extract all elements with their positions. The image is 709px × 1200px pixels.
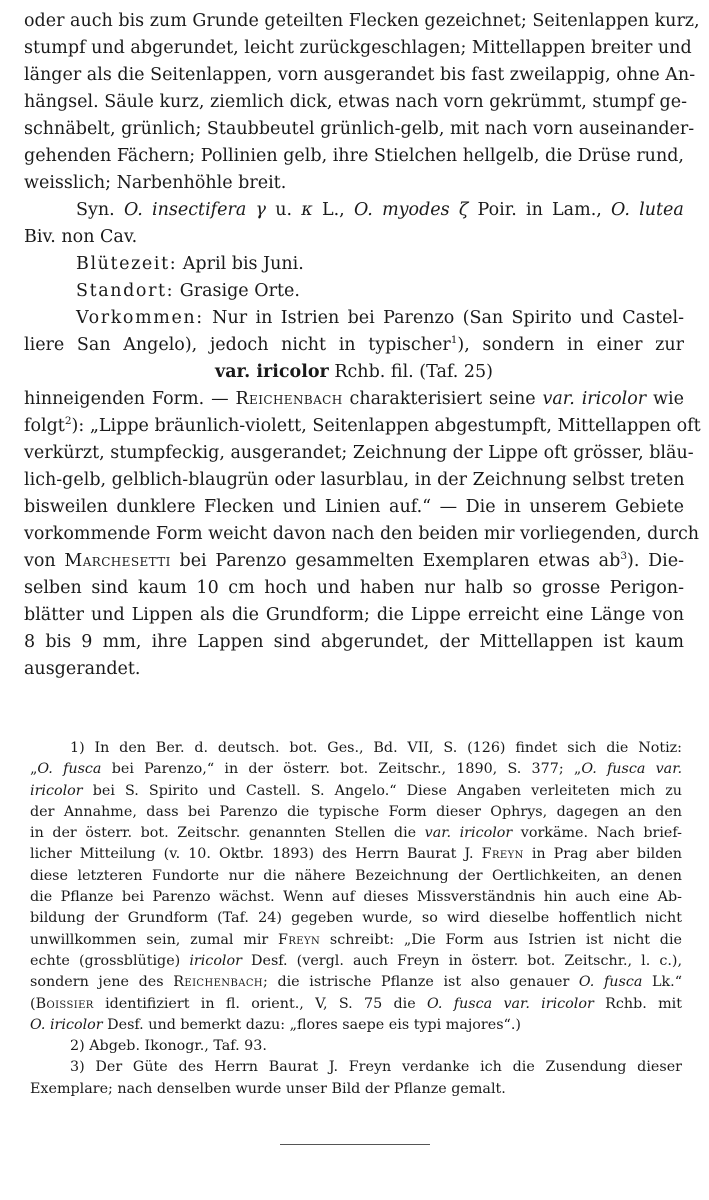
- text-run: bei S. Spirito und Castell. S. Angelo.“ Diese Angaben verleiteten mich zu: [92, 782, 682, 799]
- footnote-line: 2) Abgeb. Ikonogr., Taf. 93.: [70, 1038, 267, 1055]
- footnote-line: [30, 844, 682, 865]
- standort-line: [24, 278, 684, 305]
- text-run: ; die istrische Pflanze ist also genauer: [263, 974, 570, 991]
- footnote-ref: 2: [64, 415, 72, 427]
- text-run: liere San Angelo), jedoch nicht in typischer: [24, 335, 451, 355]
- text-run: vorkäme. Nach brief-: [520, 825, 682, 842]
- footnote-line: der Annahme, dass bei Parenzo die typische Form dieser Ophrys, dagegen an den: [30, 803, 682, 820]
- text-line: [24, 548, 684, 575]
- footnote-line: [30, 994, 682, 1015]
- footnote-ref: 1: [450, 334, 458, 346]
- taxon-name: O. fusca: [37, 761, 102, 778]
- text-run: identifiziert in fl. orient., V, S. 75 die: [105, 995, 416, 1012]
- footnote-line: [30, 1015, 682, 1036]
- text-run: Desf. und bemerkt dazu: „flores saepe eis typi majores“.): [107, 1016, 521, 1033]
- text-run: sondern jene des: [30, 974, 164, 991]
- text-run: Poir. in Lam.,: [477, 200, 602, 220]
- taxon-name: lutea: [639, 200, 684, 220]
- variety-author: Rchb. fil. (Taf. 25): [334, 362, 493, 382]
- footnote-line: [30, 972, 682, 993]
- footnote-line: [30, 951, 682, 972]
- text-line: [24, 332, 684, 359]
- text-run: ). Die-: [627, 551, 684, 571]
- footnote-line: [30, 823, 682, 844]
- taxon-name: O. fusca: [578, 974, 643, 991]
- author-name: Reichenbach: [173, 974, 263, 991]
- text-run: ), sondern in einer zur: [457, 335, 684, 355]
- text-run: folgt: [24, 416, 65, 436]
- taxon-name: iricolor: [30, 782, 83, 799]
- vorkommen-label: Vorkommen:: [76, 308, 204, 328]
- variety-heading: [24, 359, 684, 386]
- text-run: echte (grossblütige): [30, 952, 181, 969]
- text-line: länger als die Seitenlappen, vorn ausgerandet bis fast zweilappig, ohne An-: [24, 65, 696, 85]
- bluetezeit-value: April bis Juni.: [182, 254, 304, 274]
- end-rule: [280, 1144, 430, 1145]
- footnote-line: Exemplare; nach denselben wurde unser Bild der Pflanze gemalt.: [30, 1080, 506, 1097]
- text-run: „: [30, 761, 38, 778]
- synonyms-line: [24, 197, 684, 224]
- footnote-line: bildung der Grundform (Taf. 24) gegeben wurde, so wird dieselbe hoffentlich nicht: [30, 910, 682, 927]
- text-run: charakterisiert seine: [349, 389, 536, 409]
- text-run: L.,: [321, 200, 345, 220]
- text-run: Nur in Istrien bei Parenzo (San Spirito und Castel-: [212, 308, 684, 328]
- main-text: [24, 8, 701, 683]
- taxon-name: O. fusca var.: [581, 761, 683, 778]
- text-run: in Prag aber bilden: [531, 846, 683, 863]
- text-line: blätter und Lippen als die Grundform; die Lippe erreicht eine Länge von: [24, 605, 684, 625]
- footnote-line: diese letzteren Fundorte nur die nähere Bezeichnung der Oertlichkeiten, an denen: [30, 867, 682, 884]
- text-run: bei Parenzo gesammelten Exemplaren etwas ab: [179, 551, 621, 571]
- taxon-name: O. fusca var. iricolor: [427, 995, 594, 1012]
- footnotes: [30, 738, 682, 1100]
- text-line: ausgerandet.: [24, 659, 141, 679]
- bluetezeit-label: Blütezeit:: [76, 254, 178, 274]
- footnote-ref: 3: [620, 550, 627, 562]
- taxon-name: O. iricolor: [30, 1016, 103, 1033]
- author-name: Freyn: [481, 846, 524, 863]
- text-line: oder auch bis zum Grunde geteilten Flecken gezeichnet; Seitenlappen kurz,: [24, 11, 700, 31]
- author-name: Boissier: [35, 995, 94, 1012]
- text-run: in der österr. bot. Zeitschr. genannten Stellen die: [30, 825, 417, 842]
- footnote-line: die Pflanze bei Parenzo wächst. Wenn auf dieses Missverständnis hin auch eine Ab-: [30, 889, 682, 906]
- vorkommen-line: [24, 305, 684, 332]
- text-run: ): „Lippe bräunlich-violett, Seitenlappen abgestumpft, Mittellappen oft: [71, 416, 701, 436]
- standort-label: Standort:: [76, 281, 175, 301]
- text-run: (: [30, 995, 36, 1012]
- taxon-name: O.: [353, 200, 373, 220]
- text-line: [24, 386, 684, 413]
- text-run: u.: [275, 200, 293, 220]
- bluetezeit-line: [24, 251, 684, 278]
- author-name: Marchesetti: [64, 551, 171, 571]
- text-line: schnäbelt, grünlich; Staubbeutel grünlich-gelb, mit nach vorn auseinander-: [24, 119, 695, 139]
- text-line: stumpf und abgerundet, leicht zurückgeschlagen; Mittellappen breiter und: [24, 38, 692, 58]
- synonyms-label: Syn.: [76, 200, 115, 220]
- text-run: Desf. (vergl. auch Freyn in österr. bot. Zeitschr., l. c.),: [251, 952, 682, 969]
- taxon-name: insectifera γ: [152, 200, 266, 220]
- author-name: Freyn: [278, 931, 321, 948]
- taxon-name: myodes ζ: [382, 200, 469, 220]
- taxon-name: var. iricolor: [542, 389, 647, 409]
- footnote-line: [30, 759, 682, 780]
- text-line: verkürzt, stumpfeckig, ausgerandet; Zeichnung der Lippe oft grösser, bläu-: [24, 443, 694, 463]
- taxon-symbol: κ: [301, 200, 313, 220]
- text-run: unwillkommen sein, zumal mir: [30, 931, 269, 948]
- footnote-line: 3) Der Güte des Herrn Baurat J. Freyn verdanke ich die Zusendung dieser: [70, 1059, 682, 1076]
- taxon-name: var. iricolor: [424, 825, 513, 842]
- text-line: gehenden Fächern; Pollinien gelb, ihre Stielchen hellgelb, die Drüse rund,: [24, 146, 684, 166]
- text-line: [24, 413, 701, 440]
- footnote-line: 1) In den Ber. d. deutsch. bot. Ges., Bd. VII, S. (126) findet sich die Notiz:: [70, 740, 682, 756]
- text-line: selben sind kaum 10 cm hoch und haben nur halb so grosse Perigon-: [24, 578, 684, 598]
- text-line: Biv. non Cav.: [24, 227, 138, 247]
- variety-name: var. iricolor: [215, 362, 329, 382]
- author-name: Reichenbach: [235, 389, 343, 409]
- text-line: bisweilen dunklere Flecken und Linien auf.“ — Die in unserem Gebiete: [24, 497, 684, 517]
- text-line: vorkommende Form weicht davon nach den beiden mir vorliegenden, durch: [24, 524, 700, 544]
- footnote-line: [30, 930, 682, 951]
- text-run: schreibt: „Die Form aus Istrien ist nicht die: [329, 931, 682, 948]
- text-run: wie: [653, 389, 684, 409]
- taxon-name: iricolor: [189, 952, 242, 969]
- taxon-name: O.: [123, 200, 143, 220]
- text-line: lich-gelb, gelblich-blaugrün oder lasurblau, in der Zeichnung selbst treten: [24, 470, 685, 490]
- text-run: bei Parenzo,“ in der österr. bot. Zeitschr., 1890, S. 377; „: [111, 761, 582, 778]
- text-run: von: [24, 551, 56, 571]
- text-run: Rchb. mit: [605, 995, 682, 1012]
- text-line: weisslich; Narbenhöhle breit.: [24, 173, 287, 193]
- text-line: hängsel. Säule kurz, ziemlich dick, etwas nach vorn gekrümmt, stumpf ge-: [24, 92, 688, 112]
- text-run: licher Mitteilung (v. 10. Oktbr. 1893) des Herrn Baurat J.: [30, 846, 474, 863]
- taxon-name: O.: [611, 200, 630, 220]
- text-line: 8 bis 9 mm, ihre Lappen sind abgerundet, der Mittellappen ist kaum: [24, 632, 684, 652]
- text-run: hinneigenden Form. —: [24, 389, 229, 409]
- footnote-line: [30, 781, 682, 802]
- text-run: Lk.“: [652, 974, 683, 991]
- standort-value: Grasige Orte.: [179, 281, 300, 301]
